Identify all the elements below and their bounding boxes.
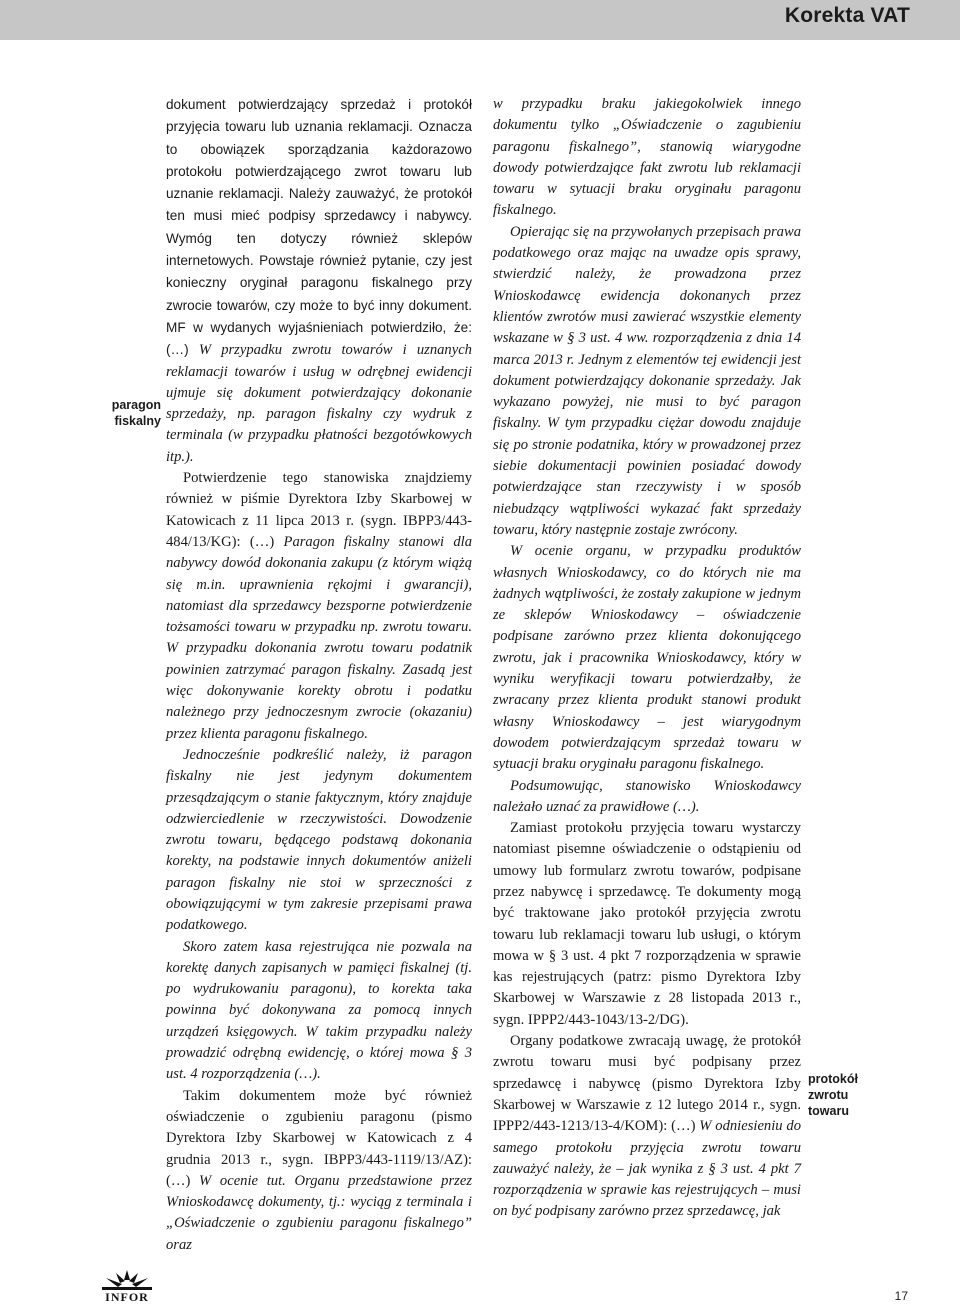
quote-text: Opierając się na przywołanych przepisach prawa podatkowego oraz mając na uwadze opis sprawy, stwierdzić należy, że prowadzona przez Wnioskodawcę ewidencja dokonanych przez klientów zwrotów musi zawierać wszystkie elementy wskazane w § 3 ust. 4 ww. rozporządzenia z dnia 14 marca 2013 r. Jednym z elementów tej ewidencji jest dokument potwierdzający dokonanie sprzedaży. Jak wykazano powyżej, nie musi to być paragon fiskalny. W tym przypadku ciężar dowodu znajduje się po stronie podatnika, który w prowadzonej przez siebie dokumentacji powinien posiadać dowody potwierdzające stan rzeczywisty i w sposób niebudzący wątpliwości wykazać fakt sprzedaży towaru, który następnie zostaje zwrócony.	[493, 223, 801, 538]
paragraph	[493, 818, 801, 1031]
paragraph	[493, 94, 801, 222]
paragraph	[166, 937, 472, 1086]
paragraph	[166, 94, 472, 468]
logo-text: INFOR	[105, 1290, 149, 1304]
margin-note-line: paragon	[111, 398, 161, 412]
margin-note-paragon-fiskalny	[103, 397, 161, 429]
quote-text: Jednocześnie podkreślić należy, iż paragon fiskalny nie jest jedynym dokumentem przesądzającym o stanie faktycznym, który znajduje odzwierciedlenie w rzeczywistości. Dowodzenie zwrotu towaru, będącego podstawą dokonania korekty, na podstawie innych dokumentów aniżeli paragon fiskalny nie stoi w sprzeczności z obowiązującymi w tym zakresie przepisami prawa podatkowego.	[166, 746, 472, 934]
right-column	[493, 94, 801, 1223]
quote-text: W przypadku zwrotu towarów i uznanych reklamacji towarów i usług w odrębnej ewidencji ujmuje się dokument potwierdzający dokonanie sprzedaży, np. paragon fiskalny czy wydruk z terminala (w przypadku płatności bezgotówkowych itp.).	[166, 342, 472, 465]
quote-text: w przypadku braku jakiegokolwiek innego dokumentu tylko „Oświadczenie o zagubieniu paragonu fiskalnego”, stanowią wiarygodne dowody potwierdzające fakt zwrotu lub reklamacji towaru w sytuacji braku oryginału paragonu fiskalnego.	[493, 96, 801, 219]
body-text: Takim dokumentem może być również oświadczenie o zgubieniu paragonu (pismo Dyrektora Izby Skarbowej w Katowicach z 4 grudnia 2013 r., sygn. IBPP3/443-1119/13/AZ): (…)	[166, 1087, 472, 1189]
paragraph	[493, 776, 801, 819]
paragraph	[166, 1086, 472, 1256]
quote-text: Podsumowując, stanowisko Wnioskodawcy należało uznać za prawidłowe (…).	[493, 777, 801, 815]
quote-text: W ocenie organu, w przypadku produktów własnych Wnioskodawcy, co do których nie ma żadnych wątpliwości, że zostały zakupione w jednym ze sklepów Wnioskodawcy – oświadczenie podpisane zarówno przez klienta dokonującego zwrotu, jak i pracownika Wnioskodawcy, który w wyniku weryfikacji towaru potwierdzałby, że zwracany przez klienta produkt stanowi produkt własny Wnioskodawcy – jest wiarygodnym dowodem potwierdzającym sprzedaż towaru w sytuacji braku oryginału paragonu fiskalnego.	[493, 543, 801, 773]
margin-note-line: fiskalny	[114, 414, 161, 428]
margin-note-protokol-zwrotu-towaru	[808, 1071, 888, 1119]
quote-text: Skoro zatem kasa rejestrująca nie pozwala na korektę danych zapisanych w pamięci fiskalnej (tj. po wydrukowaniu paragonu), to korekta taka powinna być dokonywana za pomocą innych urządzeń księgowych. W takim przypadku należy prowadzić odrębną ewidencję, o której mowa § 3 ust. 4 rozporządzenia (…).	[166, 938, 472, 1083]
body-text: Zamiast protokołu przyjęcia towaru wystarczy natomiast pisemne oświadczenie o odstąpieniu od umowy lub formularz zwrotu towarów, podpisane przez nabywcę i sprzedawcę. Te dokumenty mogą być traktowane jako protokół przyjęcia zwrotu towaru lub reklamacji towaru lub usługi, o którym mowa w § 3 ust. 4 pkt 7 rozporządzenia w sprawie kas rejestrujących (patrz: pismo Dyrektora Izby Skarbowej w Warszawie z 28 listopada 2013 r., sygn. IPPP2/443-1043/13-2/DG).	[493, 820, 801, 1028]
page-header	[0, 0, 960, 40]
infor-emblem-icon	[92, 1268, 162, 1292]
margin-note-line: protokół	[808, 1072, 858, 1086]
paragraph	[493, 222, 801, 541]
body-text: dokument potwierdzający sprzedaż i protokół przyjęcia towaru lub uznania reklamacji. Oznacza to obowiązek sporządzania każdorazowo protokołu potwierdzającego zwrot towaru lub uznanie reklamacji. Należy zauważyć, że protokół ten musi mieć podpisy sprzedawcy i nabywcy. Wymóg ten dotyczy również sklepów internetowych. Powstaje również pytanie, czy jest konieczny oryginał paragonu fiskalnego przy zwrocie towarów, czy może to być inny dokument. MF w wydanych wyjaśnieniach potwierdziło, że: (…)	[166, 97, 472, 358]
body-text: Organy podatkowe zwracają uwagę, że protokół zwrotu towaru musi być podpisany przez sprzedawcę i nabywcę (pismo Dyrektora Izby Skarbowej w Warszawie z 12 lutego 2014 r., sygn. IPPP2/443-1213/13-4/KOM): (…)	[493, 1033, 801, 1135]
body-text: Potwierdzenie tego stanowiska znajdziemy również w piśmie Dyrektora Izby Skarbowej w Katowicach z 11 lipca 2013 r. (sygn. IBPP3/443-484/13/KG): (…)	[166, 470, 472, 550]
margin-note-line: zwrotu	[808, 1088, 849, 1102]
margin-note-line: towaru	[808, 1104, 849, 1118]
quote-text: Paragon fiskalny stanowi dla nabywcy dowód dokonania zakupu (z którym wiążą się m.in. uprawnienia rękojmi i gwarancji), natomiast dla sprzedawcy bezsporne potwierdzenie tożsamości towaru w przypadku np. zwrotu towaru. W przypadku dokonania zwrotu towaru podatnik powinien zatrzymać paragon fiskalny. Zasadą jest więc dokonywanie korekty obrotu i podatku należnego przy jednoczesnym zwrocie (okazaniu) przez klienta paragonu fiskalnego.	[166, 533, 472, 742]
paragraph	[166, 745, 472, 937]
infor-logo	[92, 1268, 162, 1304]
left-column	[166, 94, 472, 1256]
paragraph	[493, 541, 801, 775]
quote-text: W ocenie tut. Organu przedstawione przez Wnioskodawcę dokumenty, tj.: wyciąg z terminala i „Oświadczenie o zgubieniu paragonu fiskalnego” oraz	[166, 1172, 472, 1253]
quote-text: W odniesieniu do samego protokołu przyjęcia zwrotu towaru zauważyć należy, że – jak wynika z § 3 ust. 4 pkt 7 rozporządzenia w sprawie kas rejestrujących – musi on być podpisany zarówno przez sprzedawcę, jak	[493, 1118, 801, 1220]
paragraph	[166, 468, 472, 745]
page-number: 17	[894, 1289, 908, 1303]
section-title: Korekta VAT	[784, 4, 910, 27]
paragraph	[493, 1031, 801, 1223]
